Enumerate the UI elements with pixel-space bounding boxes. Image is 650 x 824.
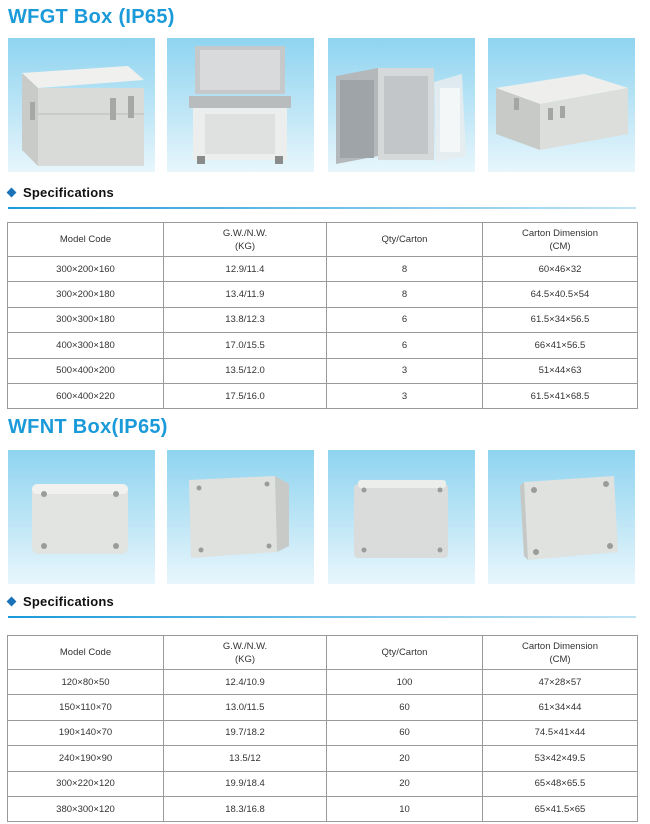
table-row: [8, 333, 638, 358]
cell-qty: 20: [327, 746, 483, 771]
cell-model: 600×400×220: [8, 383, 164, 408]
cell-carton: 60×46×32: [483, 257, 638, 282]
wfnt-spec-table: [7, 635, 638, 822]
table-row: [8, 670, 638, 695]
table-row: [8, 282, 638, 307]
cell-qty: 8: [327, 282, 483, 307]
cell-weight: 12.9/11.4: [164, 257, 327, 282]
cell-qty: 60: [327, 695, 483, 720]
wfgt-photo-row: [8, 38, 640, 172]
wfgt-photo-open-side: [328, 38, 475, 172]
cell-model: 500×400×200: [8, 358, 164, 383]
cell-model: 400×300×180: [8, 333, 164, 358]
wfgt-spec-table: [7, 222, 638, 409]
cell-model: 150×110×70: [8, 695, 164, 720]
wfgt-photo-closed: [8, 38, 155, 172]
col-header-weight: G.W./N.W. (KG): [164, 223, 327, 257]
wfgt-photo-open-front: [167, 38, 314, 172]
col-header-weight: G.W./N.W. (KG): [164, 636, 327, 670]
cell-weight: 17.5/16.0: [164, 383, 327, 408]
cell-carton: 65×41.5×65: [483, 796, 638, 821]
section-title-wfnt: WFNT Box(IP65): [8, 416, 168, 438]
table-row: [8, 720, 638, 745]
cell-carton: 66×41×56.5: [483, 333, 638, 358]
table-row: [8, 746, 638, 771]
section-title-wfgt: WFGT Box (IP65): [8, 6, 175, 28]
table-row: [8, 257, 638, 282]
cell-carton: 64.5×40.5×54: [483, 282, 638, 307]
table-header-row: [8, 636, 638, 670]
cell-qty: 6: [327, 307, 483, 332]
cell-model: 120×80×50: [8, 670, 164, 695]
cell-weight: 17.0/15.5: [164, 333, 327, 358]
wfnt-photo-xlarge: [488, 450, 635, 584]
cell-weight: 19.7/18.2: [164, 720, 327, 745]
cell-weight: 19.9/18.4: [164, 771, 327, 796]
col-header-qty: Qty/Carton: [327, 223, 483, 257]
cell-model: 240×190×90: [8, 746, 164, 771]
cell-qty: 8: [327, 257, 483, 282]
table-row: [8, 307, 638, 332]
cell-weight: 13.4/11.9: [164, 282, 327, 307]
diamond-bullet-icon: [7, 597, 17, 607]
divider: [8, 207, 636, 209]
cell-carton: 61.5×41×68.5: [483, 383, 638, 408]
table-row: [8, 695, 638, 720]
table-header-row: [8, 223, 638, 257]
cell-weight: 13.5/12.0: [164, 358, 327, 383]
cell-weight: 13.5/12: [164, 746, 327, 771]
wfnt-spec-heading: [8, 594, 114, 609]
cell-qty: 60: [327, 720, 483, 745]
cell-carton: 65×48×65.5: [483, 771, 638, 796]
cell-weight: 18.3/16.8: [164, 796, 327, 821]
cell-carton: 53×42×49.5: [483, 746, 638, 771]
wfnt-photo-row: [8, 450, 640, 584]
cell-qty: 3: [327, 358, 483, 383]
table-row: [8, 383, 638, 408]
cell-model: 300×300×180: [8, 307, 164, 332]
spec-label: Specifications: [23, 594, 114, 609]
cell-qty: 100: [327, 670, 483, 695]
cell-qty: 3: [327, 383, 483, 408]
col-header-carton: Carton Dimension (CM): [483, 636, 638, 670]
cell-model: 380×300×120: [8, 796, 164, 821]
cell-carton: 47×28×57: [483, 670, 638, 695]
cell-weight: 12.4/10.9: [164, 670, 327, 695]
wfnt-photo-medium: [167, 450, 314, 584]
wfnt-photo-small: [8, 450, 155, 584]
wfgt-photo-wide: [488, 38, 635, 172]
cell-model: 300×200×160: [8, 257, 164, 282]
cell-qty: 10: [327, 796, 483, 821]
cell-carton: 61×34×44: [483, 695, 638, 720]
cell-model: 300×200×180: [8, 282, 164, 307]
wfnt-photo-large: [328, 450, 475, 584]
cell-carton: 74.5×41×44: [483, 720, 638, 745]
cell-model: 300×220×120: [8, 771, 164, 796]
table-row: [8, 358, 638, 383]
cell-carton: 51×44×63: [483, 358, 638, 383]
cell-weight: 13.8/12.3: [164, 307, 327, 332]
diamond-bullet-icon: [7, 188, 17, 198]
col-header-qty: Qty/Carton: [327, 636, 483, 670]
col-header-model: Model Code: [8, 636, 164, 670]
cell-qty: 20: [327, 771, 483, 796]
cell-qty: 6: [327, 333, 483, 358]
col-header-carton: Carton Dimension (CM): [483, 223, 638, 257]
spec-label: Specifications: [23, 185, 114, 200]
divider: [8, 616, 636, 618]
table-row: [8, 796, 638, 821]
cell-model: 190×140×70: [8, 720, 164, 745]
table-row: [8, 771, 638, 796]
cell-weight: 13.0/11.5: [164, 695, 327, 720]
cell-carton: 61.5×34×56.5: [483, 307, 638, 332]
col-header-model: Model Code: [8, 223, 164, 257]
wfgt-spec-heading: [8, 185, 114, 200]
